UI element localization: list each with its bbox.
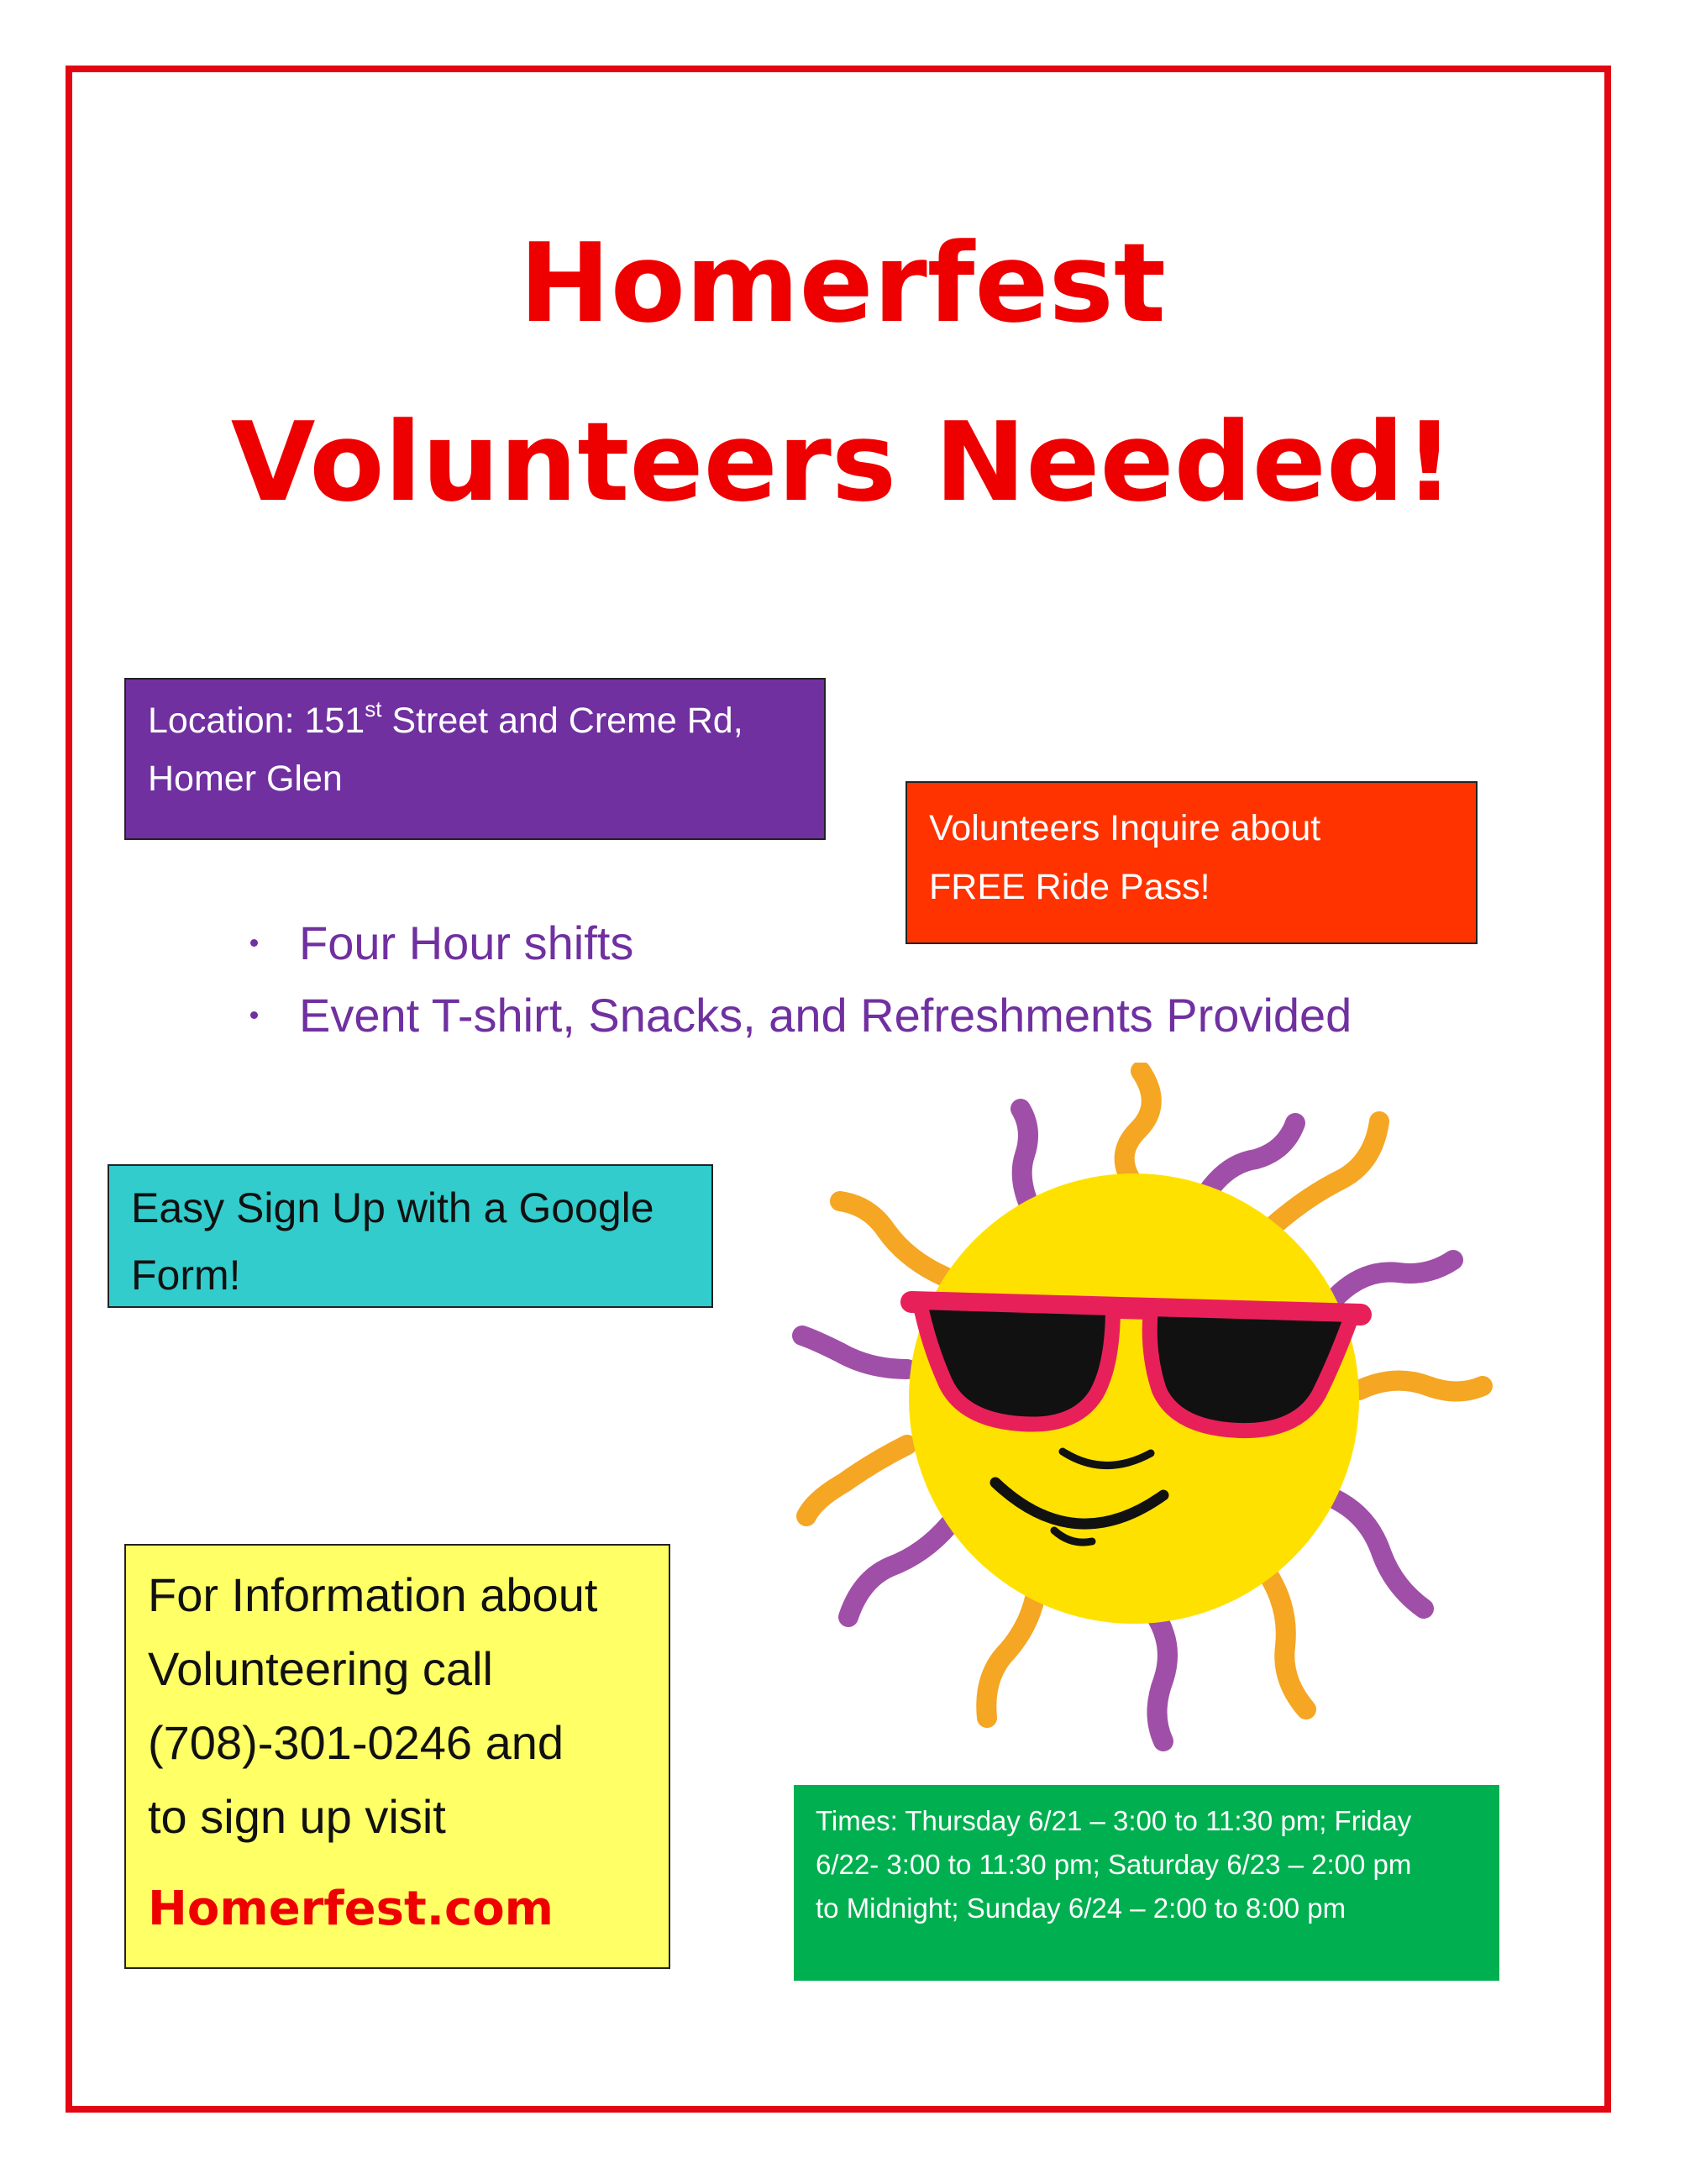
info-line-4: to sign up visit [148, 1790, 446, 1843]
info-line-2: Volunteering call [148, 1642, 493, 1695]
ride-pass-line-1: Volunteers Inquire about [929, 808, 1321, 848]
smiling-sun-with-sunglasses-icon [781, 1063, 1504, 1785]
ride-pass-line-2: FREE Ride Pass! [929, 867, 1210, 907]
event-times-box [794, 1785, 1499, 1981]
sun-ray [1151, 1609, 1168, 1741]
list-item: Event T-shirt, Snacks, and Refreshments Provided [244, 979, 1352, 1052]
poster-title: Homerfest [518, 219, 1167, 347]
bullet-icon [250, 939, 258, 947]
bullet-icon [250, 1011, 258, 1019]
sun-ray [1336, 1499, 1424, 1609]
sun-ray [1125, 1071, 1152, 1184]
phone-number: (708)-301-0246 and [148, 1716, 564, 1769]
sun-ray [986, 1583, 1037, 1718]
sun-ray [848, 1525, 949, 1617]
times-line-3: to Midnight; Sunday 6/24 – 2:00 to 8:00 pm [816, 1893, 1346, 1924]
website-link[interactable]: Homerfest.com [148, 1882, 554, 1936]
location-box [124, 678, 826, 840]
signup-box [108, 1164, 713, 1308]
sun-ray [840, 1201, 945, 1277]
info-box [124, 1544, 670, 1969]
times-line-2: 6/22- 3:00 to 11:30 pm; Saturday 6/23 – 2:00 pm [816, 1849, 1412, 1880]
sun-ray [1021, 1109, 1033, 1214]
location-line-2: Homer Glen [148, 759, 343, 799]
signup-line-1: Easy Sign Up with a Google [131, 1184, 654, 1231]
sun-ray [1359, 1381, 1483, 1392]
sun-ray [1205, 1123, 1295, 1195]
poster-headline: Volunteers Needed! [230, 398, 1455, 526]
sun-ray [1331, 1260, 1453, 1302]
info-line-1: For Information about [148, 1568, 598, 1621]
sun-ray [1268, 1575, 1306, 1709]
location-line-1: Location: 151st Street and Creme Rd, [148, 696, 743, 741]
sun-ray [802, 1336, 907, 1369]
list-item: Four Hour shifts [244, 907, 1352, 979]
signup-line-2: Form! [131, 1252, 241, 1299]
perks-list [244, 907, 1352, 1052]
times-line-1: Times: Thursday 6/21 – 3:00 to 11:30 pm; Friday [816, 1805, 1412, 1836]
sun-ray [806, 1445, 907, 1516]
ordinal-suffix: st [365, 696, 382, 722]
